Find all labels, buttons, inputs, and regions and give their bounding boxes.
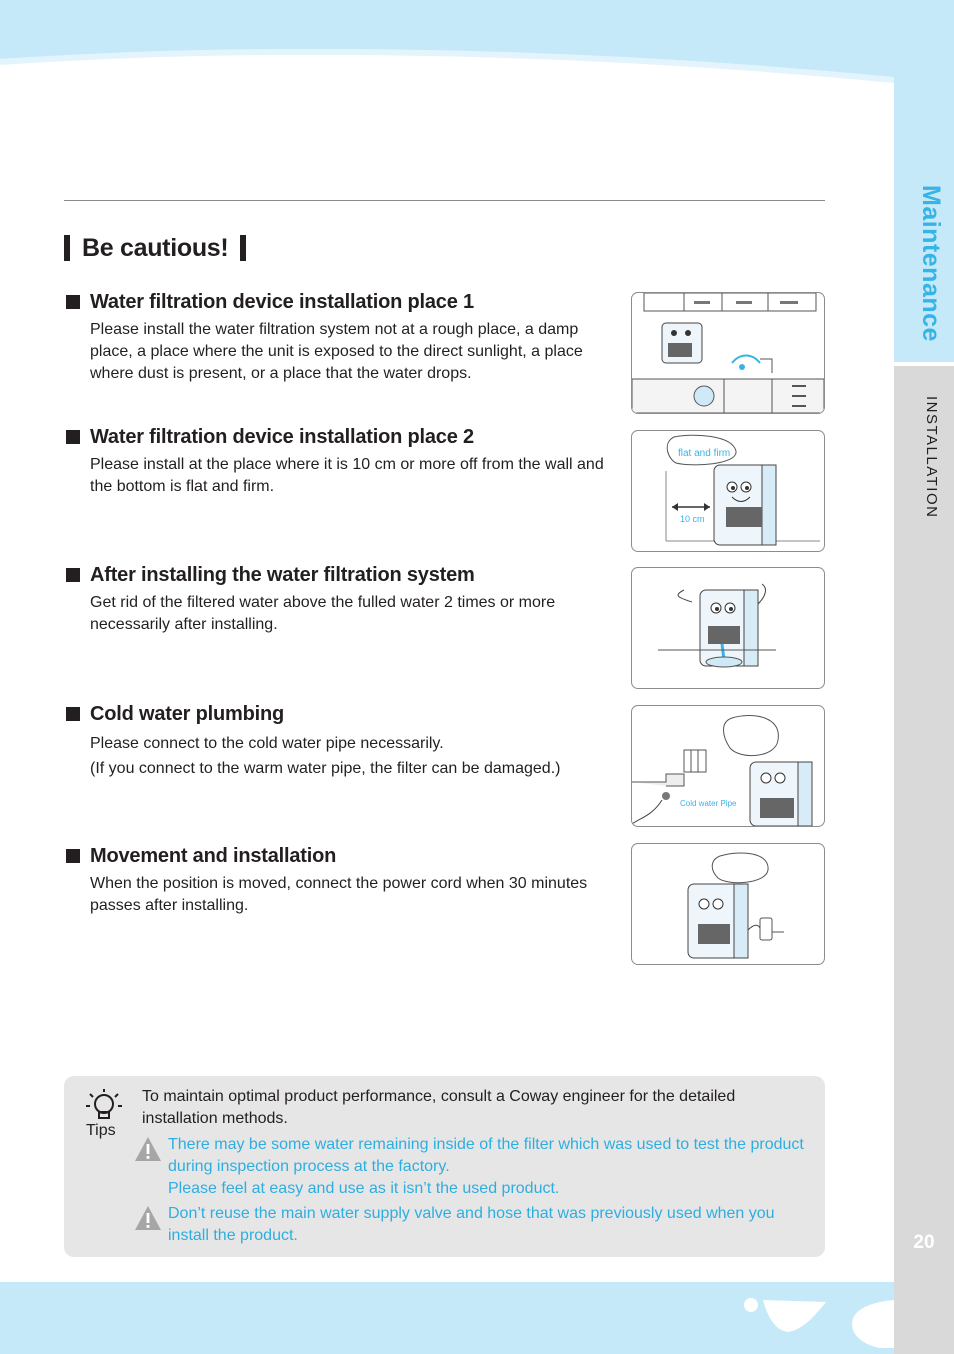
item-title: Cold water plumbing bbox=[66, 701, 631, 727]
instruction-item bbox=[66, 701, 631, 781]
illustration-clearance bbox=[631, 430, 825, 552]
warning-triangle-icon bbox=[134, 1205, 162, 1231]
item-body: Get rid of the filtered water above the fulled water 2 times or more necessarily after installing. bbox=[90, 594, 556, 633]
warning-text bbox=[168, 1134, 814, 1200]
instruction-item bbox=[66, 289, 631, 385]
page-heading bbox=[64, 232, 246, 264]
warning-line: Don’t reuse the main water supply valve and hose that was previously used when you install the product. bbox=[168, 1205, 775, 1244]
water-drop-icon bbox=[0, 1282, 894, 1354]
distance-label: 10 cm bbox=[680, 514, 705, 524]
warning-note bbox=[134, 1134, 814, 1200]
item-body-line: (If you connect to the warm water pipe, the filter can be damaged.) bbox=[90, 760, 561, 777]
tips-label: Tips bbox=[86, 1122, 116, 1139]
item-body: When the position is moved, connect the power cord when 30 minutes passes after installing. bbox=[90, 875, 588, 914]
warning-triangle-icon bbox=[134, 1136, 162, 1162]
warning-note bbox=[134, 1203, 814, 1247]
tips-main-text: To maintain optimal product performance, consult a Coway engineer for the detailed installation methods. bbox=[142, 1088, 736, 1127]
page-number: 20 bbox=[913, 1232, 935, 1253]
top-wave-band bbox=[0, 0, 954, 110]
warning-text bbox=[168, 1203, 814, 1247]
warning-line: Please feel at easy and use as it isn’t the used product. bbox=[168, 1180, 560, 1197]
section-title: Maintenance bbox=[917, 185, 945, 342]
bullet-square-icon bbox=[66, 430, 80, 444]
item-title: Movement and installation bbox=[66, 843, 631, 869]
item-title: After installing the water filtration system bbox=[66, 562, 631, 588]
heading-bar-right bbox=[240, 235, 246, 261]
item-title: Water filtration device installation place 2 bbox=[66, 424, 631, 450]
tips-box bbox=[64, 1076, 825, 1257]
bullet-square-icon bbox=[66, 568, 80, 582]
illustration-pipe bbox=[631, 705, 825, 827]
pipe-label: Cold water Pipe bbox=[680, 799, 737, 808]
item-body bbox=[90, 731, 635, 781]
subsection-title: INSTALLATION bbox=[923, 396, 940, 519]
heading-bar-left bbox=[64, 235, 70, 261]
bullet-square-icon bbox=[66, 707, 80, 721]
illustration-drain bbox=[631, 567, 825, 689]
page-title: Be cautious! bbox=[82, 233, 229, 262]
bullet-square-icon bbox=[66, 295, 80, 309]
instruction-item bbox=[66, 424, 631, 498]
item-body: Please install the water filtration system not at a rough place, a damp place, a place where the unit is exposed to the direct sunlight, a place where dust is present, or a place that the water drops. bbox=[90, 321, 583, 382]
item-body: Please install at the place where it is 10 cm or more off from the wall and the bottom is flat and firm. bbox=[90, 456, 604, 495]
lightbulb-icon bbox=[86, 1088, 122, 1124]
illustration-kitchen bbox=[631, 292, 825, 414]
callout-label: flat and firm bbox=[678, 448, 731, 459]
instruction-item bbox=[66, 562, 631, 636]
divider bbox=[64, 200, 825, 201]
instruction-item bbox=[66, 843, 631, 917]
item-body-line: Please connect to the cold water pipe necessarily. bbox=[90, 735, 444, 752]
item-title: Water filtration device installation place 1 bbox=[66, 289, 631, 315]
warning-line: There may be some water remaining inside of the filter which was used to test the product during inspection process at the factory. bbox=[168, 1136, 804, 1175]
bottom-band bbox=[0, 1282, 894, 1354]
bullet-square-icon bbox=[66, 849, 80, 863]
illustration-power bbox=[631, 843, 825, 965]
